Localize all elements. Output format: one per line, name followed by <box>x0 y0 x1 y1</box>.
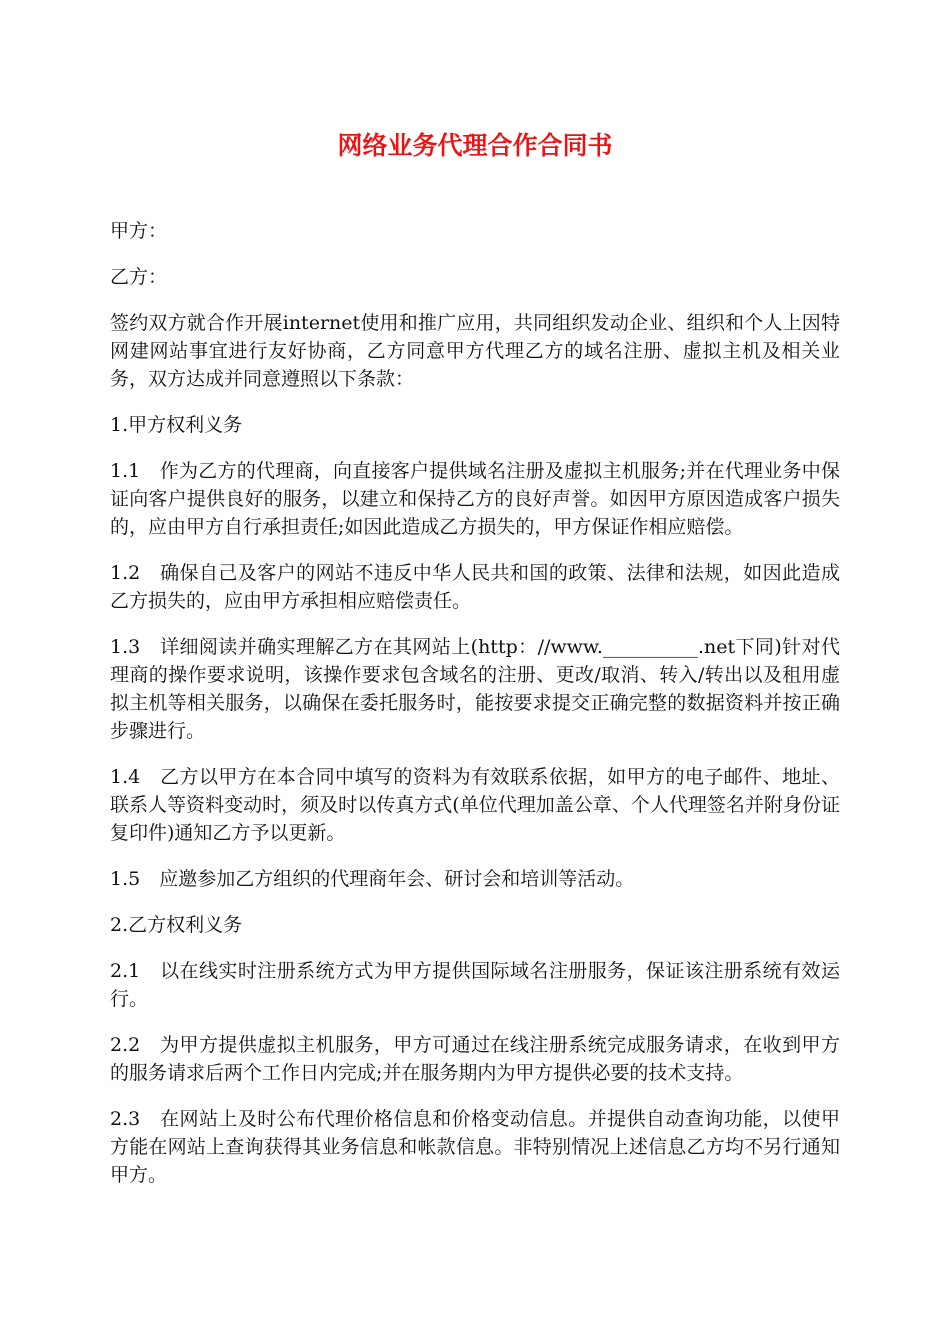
preamble-paragraph: 签约双方就合作开展internet使用和推广应用，共同组织发动企业、组织和个人上因特网建网站事宜进行友好协商，乙方同意甲方代理乙方的域名注册、虚拟主机及相关业务，双方达成并同意遵照以下条款： <box>110 312 840 390</box>
section-heading-1: 1.甲方权利义务 <box>110 414 243 436</box>
clause-2-3: 2.3 在网站上及时公布代理价格信息和价格变动信息。并提供自动查询功能，以使甲方能在网站上查询获得其业务信息和帐款信息。非特别情况上述信息乙方均不另行通知甲方。 <box>110 1108 840 1186</box>
clause-2-2: 2.2 为甲方提供虚拟主机服务，甲方可通过在线注册系统完成服务请求，在收到甲方的服务请求后两个工作日内完成;并在服务期内为甲方提供必要的技术支持。 <box>110 1034 840 1084</box>
clause-1-3: 1.3 详细阅读并确实理解乙方在其网站上(http：//www.__________.net下同)针对代理商的操作要求说明，该操作要求包含域名的注册、更改/取消、转入/转出以及租用虚拟主机等相关服务，以确保在委托服务时，能按要求提交正确完整的数据资料并按正确步骤进行。 <box>110 636 840 742</box>
document-body <box>110 217 840 1207</box>
section-heading-2: 2.乙方权利义务 <box>110 914 243 936</box>
document-title: 网络业务代理合作合同书 <box>337 131 613 160</box>
clause-1-2: 1.2 确保自己及客户的网站不违反中华人民共和国的政策、法律和法规，如因此造成乙方损失的，应由甲方承担相应赔偿责任。 <box>110 562 840 612</box>
party-a-line: 甲方： <box>110 220 168 242</box>
clause-1-1: 1.1 作为乙方的代理商，向直接客户提供域名注册及虚拟主机服务;并在代理业务中保证向客户提供良好的服务，以建立和保持乙方的良好声誉。如因甲方原因造成客户损失的，应由甲方自行承担责任;如因此造成乙方损失的，甲方保证作相应赔偿。 <box>110 460 840 538</box>
clause-1-5: 1.5 应邀参加乙方组织的代理商年会、研讨会和培训等活动。 <box>110 868 635 890</box>
clause-2-1: 2.1 以在线实时注册系统方式为甲方提供国际域名注册服务，保证该注册系统有效运行。 <box>110 960 840 1010</box>
party-b-line: 乙方： <box>110 266 168 288</box>
clause-1-4: 1.4 乙方以甲方在本合同中填写的资料为有效联系依据，如甲方的电子邮件、地址、联系人等资料变动时，须及时以传真方式(单位代理加盖公章、个人代理签名并附身份证复印件)通知乙方予以更新。 <box>110 766 840 844</box>
